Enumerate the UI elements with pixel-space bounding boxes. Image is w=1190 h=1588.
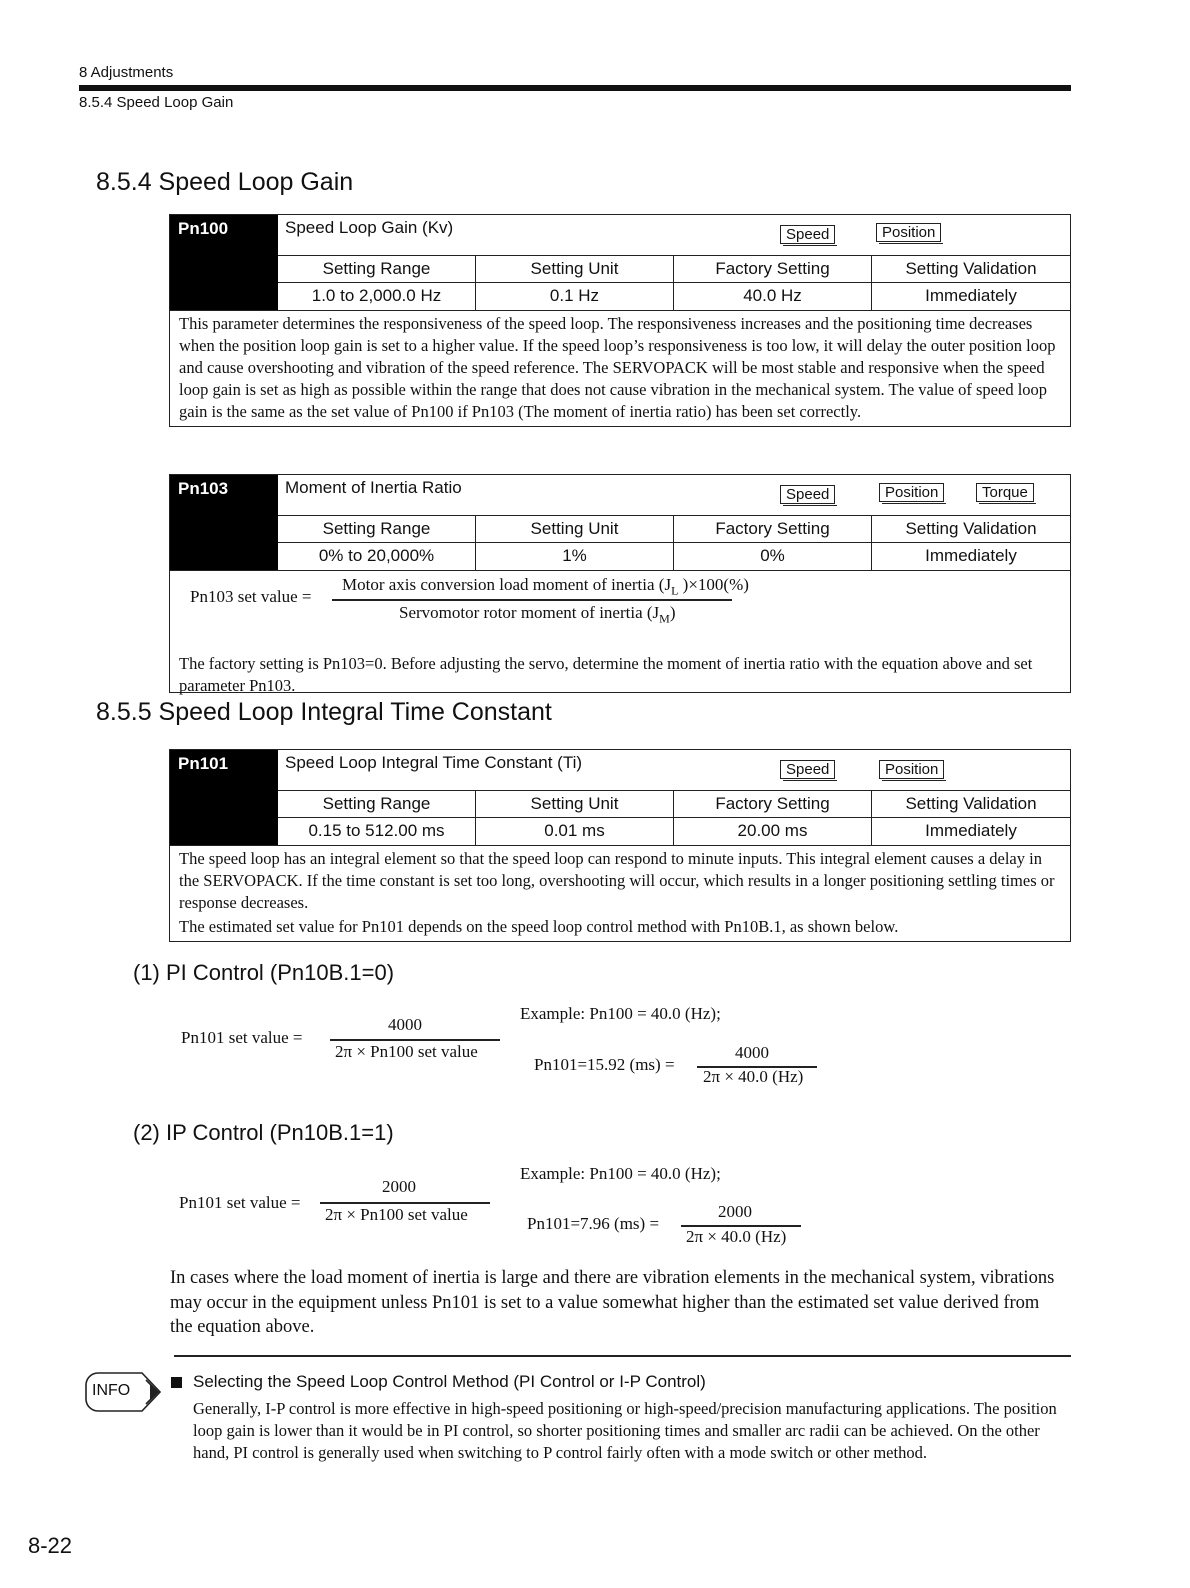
- value-factory-setting: 20.00 ms: [674, 818, 872, 845]
- param-box-pn101: [169, 749, 1071, 942]
- page-number: 8-22: [28, 1533, 73, 1558]
- section-title-855: 8.5.5 Speed Loop Integral Time Constant: [96, 698, 552, 726]
- value-setting-validation: Immediately: [925, 546, 1017, 565]
- param-number: Pn101: [170, 750, 278, 845]
- value-setting-unit: 1%: [476, 543, 674, 570]
- pi-example-numerator: 4000: [735, 1043, 769, 1062]
- mode-tag-position: Position: [879, 760, 944, 779]
- running-header-chapter: 8 Adjustments: [79, 64, 174, 81]
- ip-lhs: Pn101 set value =: [179, 1193, 301, 1212]
- value-factory-setting: 0%: [674, 543, 872, 570]
- mode-tag-speed: Speed: [780, 225, 835, 244]
- header-factory-setting: Factory Setting: [674, 256, 872, 283]
- info-rule: [174, 1355, 1071, 1357]
- header-setting-unit: Setting Unit: [476, 791, 674, 818]
- param-description-p2: The estimated set value for Pn101 depends on the speed loop control method with Pn10B.1, as shown below.: [179, 917, 899, 936]
- param-header: [170, 475, 1070, 571]
- mode-tag-torque: Torque: [976, 483, 1034, 502]
- header-setting-range: Setting Range: [278, 791, 476, 818]
- param-title-row: [278, 475, 1070, 516]
- formula-numerator: Motor axis conversion load moment of inertia ($J_L$ )×100(%): [342, 575, 749, 598]
- ip-example-lhs: Pn101=7.96 (ms) =: [527, 1214, 660, 1233]
- pi-example-lhs: Pn101=15.92 (ms) =: [534, 1055, 675, 1074]
- param-description-p1: The speed loop has an integral element so that the speed loop can respond to minute inputs. This integral element causes a delay in the SERVOPACK. If the time constant is set too long, overshooting will occur, which results in a longer positioning settling times or response decreases.: [179, 849, 1055, 912]
- pi-numerator: 4000: [388, 1015, 422, 1034]
- mode-tag-position: Position: [879, 483, 944, 502]
- param-settings-grid: [278, 516, 1070, 570]
- info-title: Selecting the Speed Loop Control Method (PI Control or I-P Control): [193, 1372, 706, 1391]
- value-setting-range: 0.15 to 512.00 ms: [278, 818, 476, 845]
- formula-lhs: Pn103 set value =: [190, 587, 312, 606]
- header-setting-unit: Setting Unit: [476, 516, 674, 543]
- param-name: Speed Loop Integral Time Constant (Ti): [285, 753, 583, 772]
- param-description: This parameter determines the responsiveness of the speed loop. The responsiveness increases and the positioning time decreases when the position loop gain is set to a higher value. If the speed loop’s responsiveness is too low, it will delay the outer position loop and cause overshooting and vibration of the speed reference. The SERVOPACK will be most stable and responsive when the speed loop gain is set as high as possible within the range that does not cause vibration in the mechanical system. The value of speed loop gain is the same as the set value of Pn100 if Pn103 (The moment of inertia ratio) has been set correctly.: [179, 314, 1056, 421]
- header-factory-setting: Factory Setting: [674, 516, 872, 543]
- mode-tag-speed: Speed: [780, 760, 835, 779]
- inertia-vibration-note: In cases where the load moment of inertia is large and there are vibration elements in the mechanical system, vibrations may occur in the equipment unless Pn101 is set to a value somewhat higher than the estimated set value derived from the equation above.: [170, 1268, 1055, 1337]
- section-title-854: 8.5.4 Speed Loop Gain: [96, 168, 354, 196]
- info-icon: [84, 1370, 166, 1414]
- header-setting-range: Setting Range: [278, 256, 476, 283]
- header-setting-validation: Setting Validation: [872, 516, 1070, 543]
- info-icon-label: INFO: [92, 1382, 131, 1399]
- ip-example-denominator: 2π × 40.0 (Hz): [686, 1227, 787, 1246]
- header-rule: [79, 85, 1071, 91]
- header-setting-range: Setting Range: [278, 516, 476, 543]
- param-title-row: [278, 750, 1070, 791]
- formula-fraction-bar: [332, 599, 732, 601]
- pi-lhs: Pn101 set value =: [181, 1028, 303, 1047]
- header-setting-validation: Setting Validation: [872, 791, 1070, 818]
- header-setting-validation: Setting Validation: [872, 256, 1070, 283]
- pi-example-caption: Example: Pn100 = 40.0 (Hz);: [520, 1004, 721, 1023]
- value-factory-setting: 40.0 Hz: [674, 283, 872, 310]
- ip-denominator: 2π × Pn100 set value: [325, 1205, 468, 1224]
- value-setting-unit: 0.1 Hz: [476, 283, 674, 310]
- param-header: [170, 750, 1070, 846]
- param-settings-grid: [278, 256, 1070, 310]
- param-settings-grid: [278, 791, 1070, 845]
- param-description: [170, 846, 1070, 941]
- param-box-pn103: [169, 474, 1071, 693]
- param-header: [170, 215, 1070, 311]
- ip-fraction-bar: [320, 1202, 490, 1204]
- mode-tag-speed: Speed: [780, 485, 835, 504]
- header-factory-setting: Factory Setting: [674, 791, 872, 818]
- value-setting-range: 1.0 to 2,000.0 Hz: [278, 283, 476, 310]
- subsection-pi-control: (1) PI Control (Pn10B.1=0): [133, 960, 395, 985]
- square-bullet-icon: [171, 1377, 182, 1388]
- pi-denominator: 2π × Pn100 set value: [335, 1042, 478, 1061]
- info-body: Generally, I-P control is more effective in high-speed positioning or high-speed/precision manufacturing applications. The position loop gain is lower than it would be in PI control, so shorter positioning times and smaller arc radii can be achieved. On the other hand, PI control is generally used when switching to P control fairly often with a mode switch or other method.: [193, 1399, 1057, 1462]
- param-title-row: [278, 215, 1070, 256]
- param-name: Speed Loop Gain (Kv): [285, 218, 454, 237]
- mode-tag-position: Position: [876, 223, 941, 242]
- pi-fraction-bar: [330, 1039, 500, 1041]
- value-setting-validation: Immediately: [925, 821, 1017, 840]
- header-setting-unit: Setting Unit: [476, 256, 674, 283]
- subsection-ip-control: (2) IP Control (Pn10B.1=1): [133, 1120, 394, 1145]
- inertia-ratio-formula: [170, 571, 1070, 651]
- param-name: Moment of Inertia Ratio: [285, 478, 462, 497]
- ip-example-caption: Example: Pn100 = 40.0 (Hz);: [520, 1164, 721, 1183]
- param-number: Pn100: [170, 215, 278, 310]
- value-setting-validation: Immediately: [925, 286, 1017, 305]
- pi-example-denominator: 2π × 40.0 (Hz): [703, 1067, 804, 1086]
- ip-example-numerator: 2000: [718, 1202, 752, 1221]
- param-description: The factory setting is Pn103=0. Before adjusting the servo, determine the moment of inertia ratio with the equation above and set parameter Pn103.: [179, 654, 1033, 695]
- running-header-section: 8.5.4 Speed Loop Gain: [79, 94, 234, 111]
- value-setting-unit: 0.01 ms: [476, 818, 674, 845]
- formula-denominator: Servomotor rotor moment of inertia $(J_M)$: [399, 603, 676, 626]
- value-setting-range: 0% to 20,000%: [278, 543, 476, 570]
- param-number: Pn103: [170, 475, 278, 570]
- ip-numerator: 2000: [382, 1177, 416, 1196]
- param-box-pn100: [169, 214, 1071, 427]
